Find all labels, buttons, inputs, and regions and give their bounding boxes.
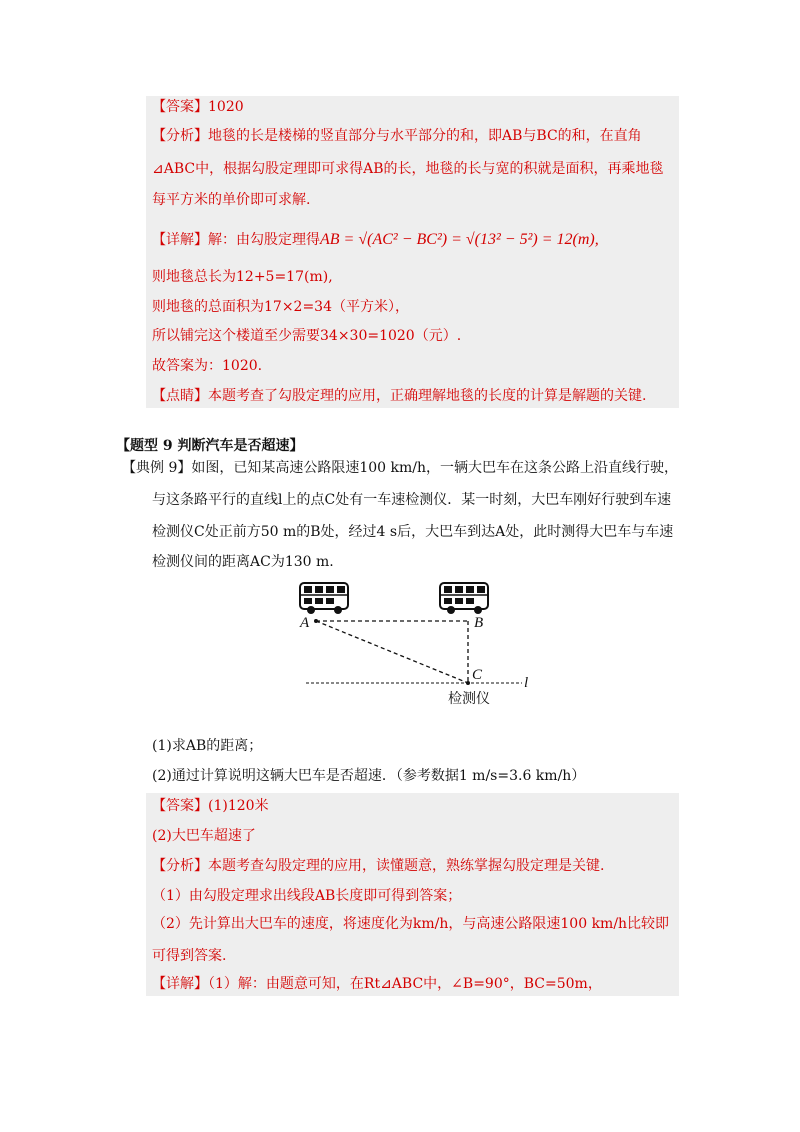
question-2: (2)通过计算说明这辆大巴车是否超速．（参考数据1 m/s=3.6 km/h） bbox=[152, 768, 586, 784]
comment-1: 【点睛】本题考查了勾股定理的应用，正确理解地毯的长度的计算是解题的关键. bbox=[152, 388, 647, 404]
bus-icon-a bbox=[300, 583, 348, 614]
detail-1-line-3: 则地毯的总面积为17×2=34（平方米）， bbox=[152, 299, 409, 315]
bus-diagram bbox=[290, 575, 540, 715]
detail-1-line-2: 则地毯总长为12+5=17(m), bbox=[152, 269, 333, 285]
bus-icon-b bbox=[440, 583, 488, 614]
answer-2-line-2: (2)大巴车超速了 bbox=[152, 828, 256, 844]
detail-1-line-5: 故答案为：1020. bbox=[152, 358, 263, 374]
answer-2-label: 【答案】 bbox=[152, 798, 208, 814]
question-1: (1)求AB的距离； bbox=[152, 738, 263, 754]
answer-1-value: 1020 bbox=[208, 99, 244, 115]
answer-2-line-1: 【答案】(1)120米 bbox=[152, 798, 269, 814]
example-line-3: 检测仪C处正前方50 m的B处，经过4 s后，大巴车到达A处，此时测得大巴车与车速 bbox=[152, 524, 674, 540]
analysis-1-line-2: ⊿ABC中，根据勾股定理即可求得AB的长，地毯的长与宽的积就是面积，再乘地毯 bbox=[152, 161, 664, 177]
detail-2-line-1: 【详解】（1）解：由题意可知，在Rt⊿ABC中，∠B=90°，BC=50m， bbox=[152, 976, 602, 992]
analysis-1-label: 【分析】 bbox=[152, 128, 208, 144]
answer-1 bbox=[152, 97, 244, 117]
analysis-2-line-2: （1）由勾股定理求出线段AB长度即可得到答案； bbox=[152, 888, 462, 904]
label-c: C bbox=[472, 667, 483, 683]
segment-ac bbox=[316, 621, 468, 683]
comment-1-label: 【点睛】 bbox=[152, 388, 208, 404]
analysis-1-line-1: 【分析】地毯的长是楼梯的竖直部分与水平部分的和，即AB与BC的和，在直角 bbox=[152, 128, 642, 144]
example-label: 【典例 9】 bbox=[122, 460, 192, 476]
detail-2-label: 【详解】 bbox=[152, 976, 208, 992]
label-a: A bbox=[300, 615, 310, 631]
analysis-2-line-1: 【分析】本题考查勾股定理的应用，读懂题意，熟练掌握勾股定理是关键. bbox=[152, 858, 605, 874]
analysis-2-line-4: 可得到答案. bbox=[152, 948, 227, 964]
analysis-2-line-3: （2）先计算出大巴车的速度，将速度化为km/h，与高速公路限速100 km/h比较即 bbox=[152, 916, 670, 932]
label-b: B bbox=[474, 615, 484, 631]
detail-1-line-4: 所以铺完这个楼道至少需要34×30=1020（元）. bbox=[152, 328, 462, 344]
detector-caption: 检测仪 bbox=[448, 691, 490, 707]
detail-1-formula: AB = √(AC² − BC²) = √(13² − 5²) = 12(m), bbox=[320, 231, 599, 248]
section-title: 【题型 9 判断汽车是否超速】 bbox=[116, 438, 304, 454]
example-line-4: 检测仪间的距离AC为130 m. bbox=[152, 554, 334, 570]
detail-1-label: 【详解】 bbox=[152, 232, 208, 248]
detail-1-line-1: 【详解】解：由勾股定理得AB = √(AC² − BC²) = √(13² − 5²) = 12(m), bbox=[152, 231, 599, 248]
analysis-1-line-3: 每平方米的单价即可求解. bbox=[152, 192, 311, 208]
example-line-1: 【典例 9】如图，已知某高速公路限速100 km/h，一辆大巴车在这条公路上沿直线行驶， bbox=[122, 460, 679, 476]
answer-1-label: 【答案】 bbox=[152, 99, 208, 115]
analysis-2-label: 【分析】 bbox=[152, 858, 208, 874]
label-l: l bbox=[524, 675, 529, 691]
example-line-2: 与这条路平行的直线l上的点C处有一车速检测仪．某一时刻，大巴车刚好行驶到车速 bbox=[152, 492, 672, 508]
